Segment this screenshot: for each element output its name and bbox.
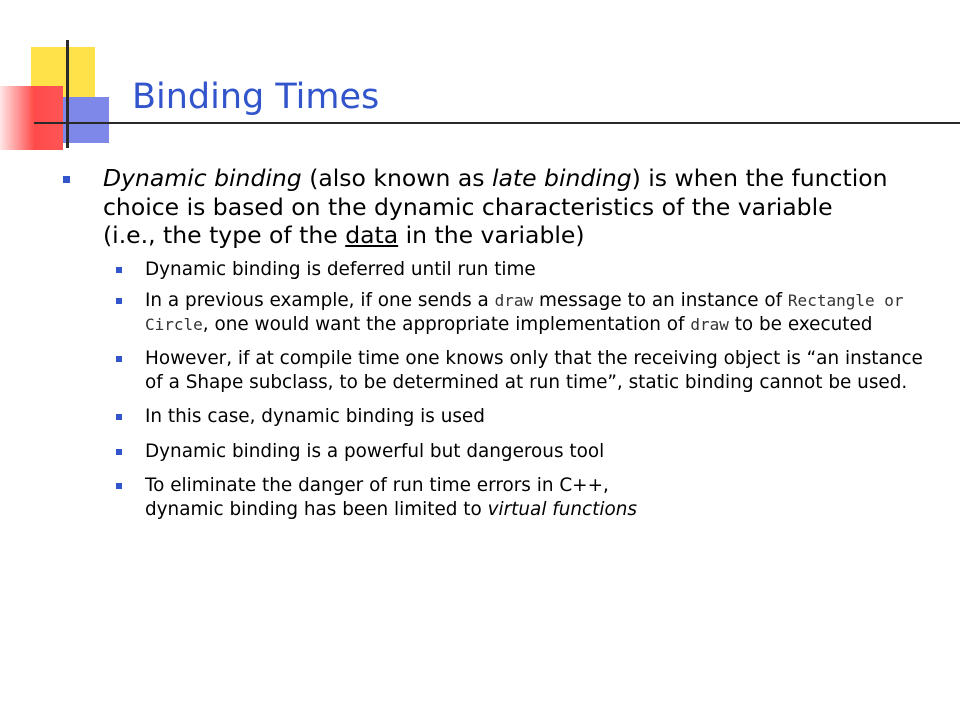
sub-bullet-square-icon: [116, 449, 122, 455]
slide-title: Binding Times: [132, 77, 380, 117]
sub-bullet-4: [145, 405, 942, 429]
sub-bullet-2-part-c: , one would want the appropriate implementation of: [202, 313, 691, 335]
term-virtual-functions: virtual functions: [487, 498, 637, 520]
sub-bullet-2-part-b: message to an instance of: [533, 290, 788, 311]
main-bullet-part3: (i.e., the type of the: [103, 221, 346, 249]
code-rectangle-or-circle: Rectangle or Circle: [145, 291, 904, 334]
sub-bullet-6-part-a: To eliminate the danger of run time errors in C++,: [145, 475, 609, 496]
sub-bullet-6: [145, 474, 942, 521]
term-late-binding: late binding: [491, 164, 632, 192]
underlined-data-word: data: [345, 221, 399, 249]
sub-bullet-5-text: Dynamic binding is a powerful but dangerous tool: [145, 440, 605, 462]
main-bullet-part2: ) is when the function choice is based on the dynamic characteristics of the variable: [103, 164, 888, 221]
sub-bullet-square-icon: [116, 356, 122, 362]
sub-bullet-6-part-b: dynamic binding has been limited to: [145, 498, 488, 520]
main-bullet-part1: (also known as: [301, 164, 492, 192]
sub-bullet-2-text: [145, 290, 904, 335]
sub-bullet-1-text: Dynamic binding is deferred until run time: [145, 258, 536, 280]
sub-bullet-square-icon: [116, 298, 122, 304]
title-underline-rule: [34, 122, 960, 124]
slide-body: [62, 164, 942, 532]
sub-bullet-6-text: [145, 475, 637, 520]
code-draw-2: draw: [690, 314, 729, 334]
code-draw: draw: [494, 291, 534, 310]
sub-bullet-5: [145, 440, 942, 464]
term-dynamic-binding: Dynamic binding: [103, 164, 302, 192]
sub-bullet-square-icon: [116, 267, 122, 273]
sub-bullet-2-part-a: In a previous example, if one sends a: [145, 290, 495, 311]
main-bullet-text: [103, 164, 888, 249]
main-bullet-part4: in the variable): [398, 221, 585, 249]
sub-bullet-2-part-d: to be executed: [728, 313, 873, 335]
sub-bullet-square-icon: [116, 483, 122, 489]
main-bullet: [62, 164, 942, 250]
sub-bullet-3-text: However, if at compile time one knows only that the receiving object is “an instance of a Shape subclass, to be determined at run time”, static binding cannot be used.: [145, 348, 923, 393]
sub-bullet-square-icon: [116, 414, 122, 420]
sub-bullet-1: [145, 258, 942, 282]
sub-bullet-2: [145, 289, 942, 336]
sub-bullet-4-text: In this case, dynamic binding is used: [145, 406, 485, 427]
decorative-red-bar: [0, 86, 63, 150]
decorative-vertical-line: [66, 40, 69, 148]
bullet-square-icon: [63, 176, 70, 183]
sub-bullet-3: [145, 347, 942, 394]
decorative-blue-square: [63, 97, 109, 143]
